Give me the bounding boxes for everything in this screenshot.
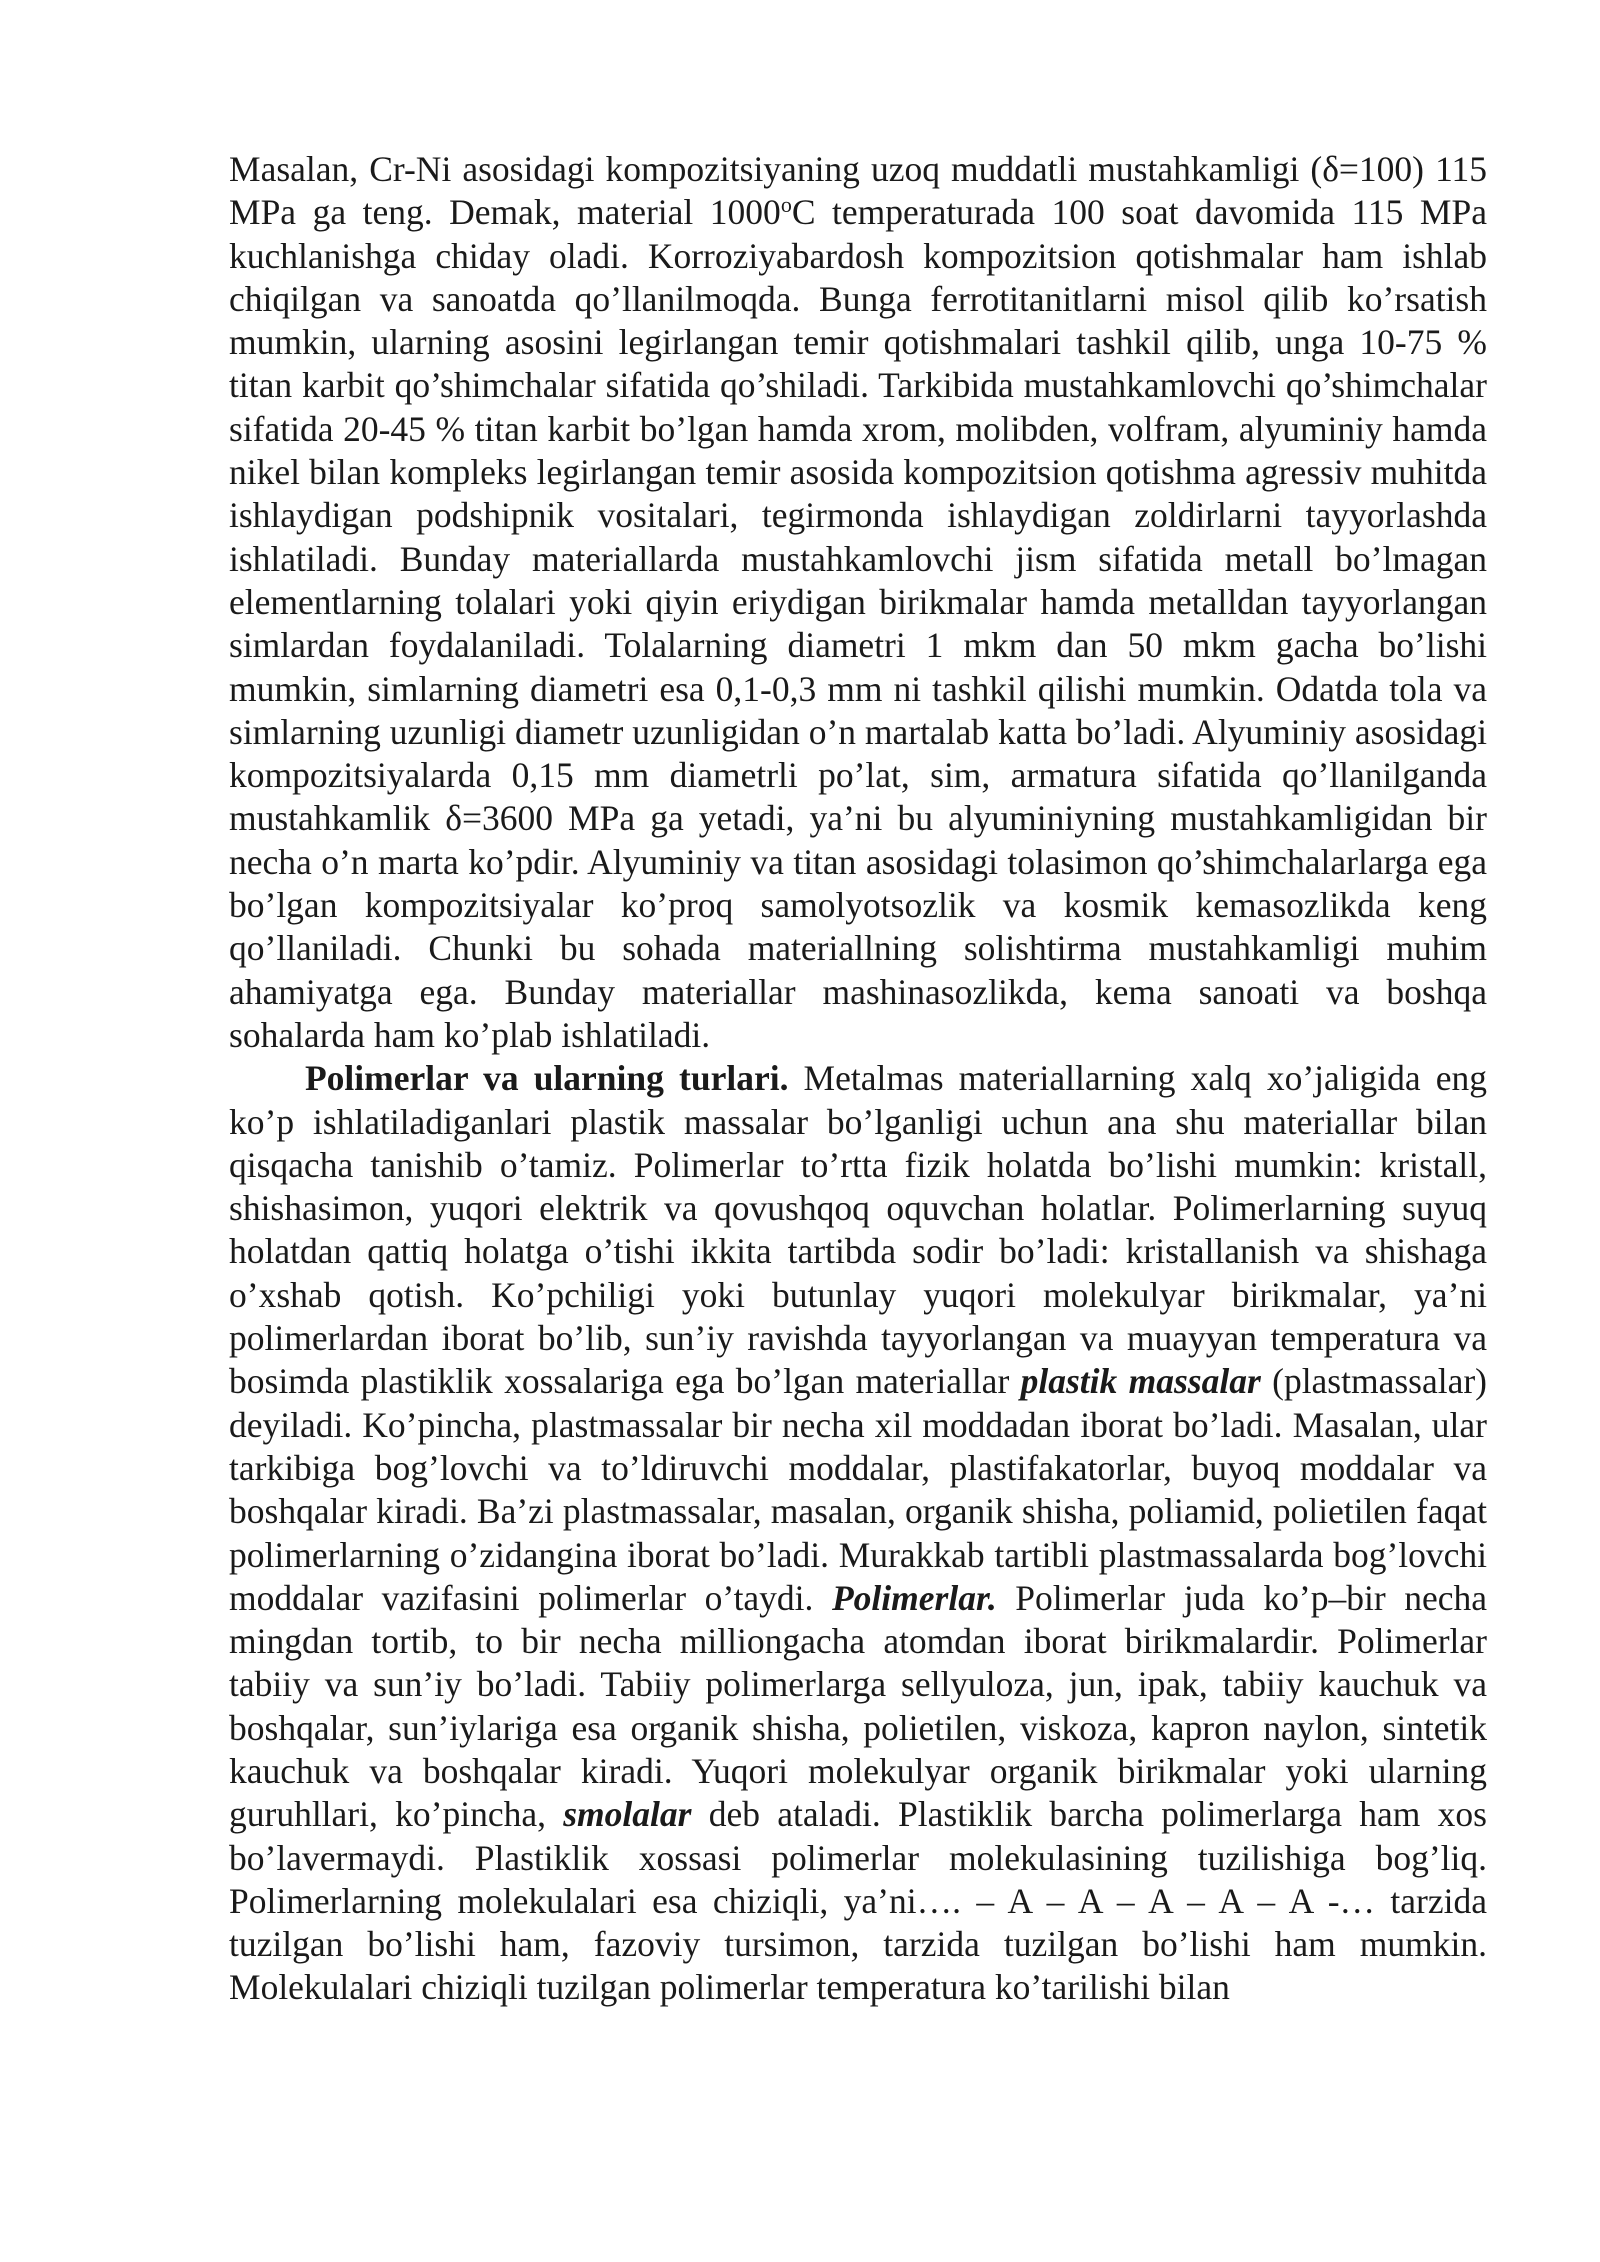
paragraph-polymers — [229, 1057, 1487, 2010]
paragraph-text-part-1: Masalan, Cr-Ni asosidagi kompozitsiyaning uzoq muddatli mustahkamligi (δ=100) 115 MPa ga teng. Demak, material 1000 — [229, 149, 1487, 233]
paragraph-text-part-2: C temperaturada 100 soat davomida 115 MPa kuchlanishga chiday oladi. Korroziyabardosh kompozitsion qotishmalar ham ishlab chiqilgan va sanoatda qo’llanilmoqda. Bunga ferrotitanitlarni misol qilib ko’rsatish mumkin, ularning asosini legirlangan temir qotishmalari tashkil qilib, unga 10-75 % titan karbit qo’shimchalar sifatida qo’shiladi. Tarkibida mustahkamlovchi qo’shimchalar sifatida 20-45 % titan karbit bo’lgan hamda xrom, molibden, volfram, alyuminiy hamda nikel bilan kompleks legirlangan temir asosida kompozitsion qotishma agressiv muhitda ishlaydigan podshipnik vositalari, tegirmonda ishlaydigan zoldirlarni tayyorlashda ishlatiladi. Bunday materiallarda mustahkamlovchi jism sifatida metall bo’lmagan elementlarning tolalari yoki qiyin eriydigan birikmalar hamda metalldan tayyorlangan simlardan foydalaniladi. Tolalarning diametri 1 mkm dan 50 mkm gacha bo’lishi mumkin, simlarning diametri esa 0,1-0,3 mm ni tashkil qilishi mumkin. Odatda tola va simlarning uzunligi diametr uzunligidan o’n martalab katta bo’ladi. Alyuminiy asosidagi kompozitsiyalarda 0,15 mm diametrli po’lat, sim, armatura sifatida qo’llanilganda mustahkamlik δ=3600 MPa ga yetadi, ya’ni bu alyuminiyning mustahkamligidan bir necha o’n marta ko’pdir. Alyuminiy va titan asosidagi tolasimon qo’shimchalarlarga ega bo’lgan kompozitsiyalar ko’proq samolyotsozlik va kosmik kemasozlikda keng qo’llaniladi. Chunki bu sohada materiallning solishtirma mustahkamligi muhim ahamiyatga ega. Bunday materiallar mashinasozlikda, kema sanoati va boshqa sohalarda ham ko’plab ishlatiladi. — [229, 192, 1488, 1055]
paragraph-text-part-3: Polimerlar juda ko’p–bir necha mingdan tortib, to bir necha milliongacha atomdan iborat birikmalardir. Polimerlar tabiiy va sun’iy bo’ladi. Tabiiy polimerlarga sellyuloza, jun, ipak, tabiiy kauchuk va boshqalar, sun’iylariga esa organik shisha, polietilen, viskoza, kapron naylon, sintetik kauchuk va boshqalar kiradi. Yuqori molekulyar organik birikmalar yoki ularning guruhllari, ko’pincha, — [229, 1577, 1487, 1835]
term-plastic-masses: plastik massalar — [1020, 1361, 1261, 1402]
paragraph-text-part-1: Metalmas materiallarning xalq xo’jaligida eng ko’p ishlatiladiganlari plastik massalar bo’lganligi uchun ana shu materiallar bilan qisqacha tanishib o’tamiz. Polimerlar to’rtta fizik holatda bo’lishi mumkin: kristall, shishasimon, yuqori elektrik va qovushqoq oquvchan holatlar. Polimerlarning suyuq holatdan qattiq holatga o’tishi ikkita tartibda sodir bo’ladi: kristallanish va shishaga o’xshab qotish. Ko’pchiligi yoki butunlay yuqori molekulyar birikmalar, ya’ni polimerlardan iborat bo’lib, sun’iy ravishda tayyorlangan va muayyan temperatura va bosimda plastiklik xossalariga ega bo’lgan materiallar — [229, 1058, 1487, 1402]
paragraph-composites — [229, 148, 1487, 1057]
document-page — [229, 148, 1487, 2010]
paragraph-text-part-4: deb ataladi. Plastiklik barcha polimerlarga ham xos bo’lavermaydi. Plastiklik xossasi polimerlar molekulasining tuzilishiga bog’liq. Polimerlarning molekulalari esa chiziqli, ya’ni…. – A – A – A – A – A -… tarzida tuzilgan bo’lishi ham, fazoviy tursimon, tarzida tuzilgan bo’lishi ham mumkin. Molekulalari chiziqli tuzilgan polimerlar temperatura ko’tarilishi bilan — [229, 1794, 1487, 2008]
term-resins: smolalar — [563, 1794, 692, 1835]
paragraph-text-part-2: (plastmassalar) deyiladi. Ko’pincha, plastmassalar bir necha xil moddadan iborat bo’ladi. Masalan, ular tarkibiga bog’lovchi va to’ldiruvchi moddalar, plastifakatorlar, buyoq moddalar va boshqalar kiradi. Ba’zi plastmassalar, masalan, organik shisha, poliamid, polietilen faqat polimerlarning o’zidangina iborat bo’ladi. Murakkab tartibli plastmassalarda bog’lovchi moddalar vazifasini polimerlar o’taydi. — [229, 1361, 1488, 1618]
section-heading: Polimerlar va ularning turlari. — [305, 1058, 789, 1099]
degree-superscript: o — [780, 192, 792, 218]
term-polymers: Polimerlar. — [832, 1577, 997, 1618]
